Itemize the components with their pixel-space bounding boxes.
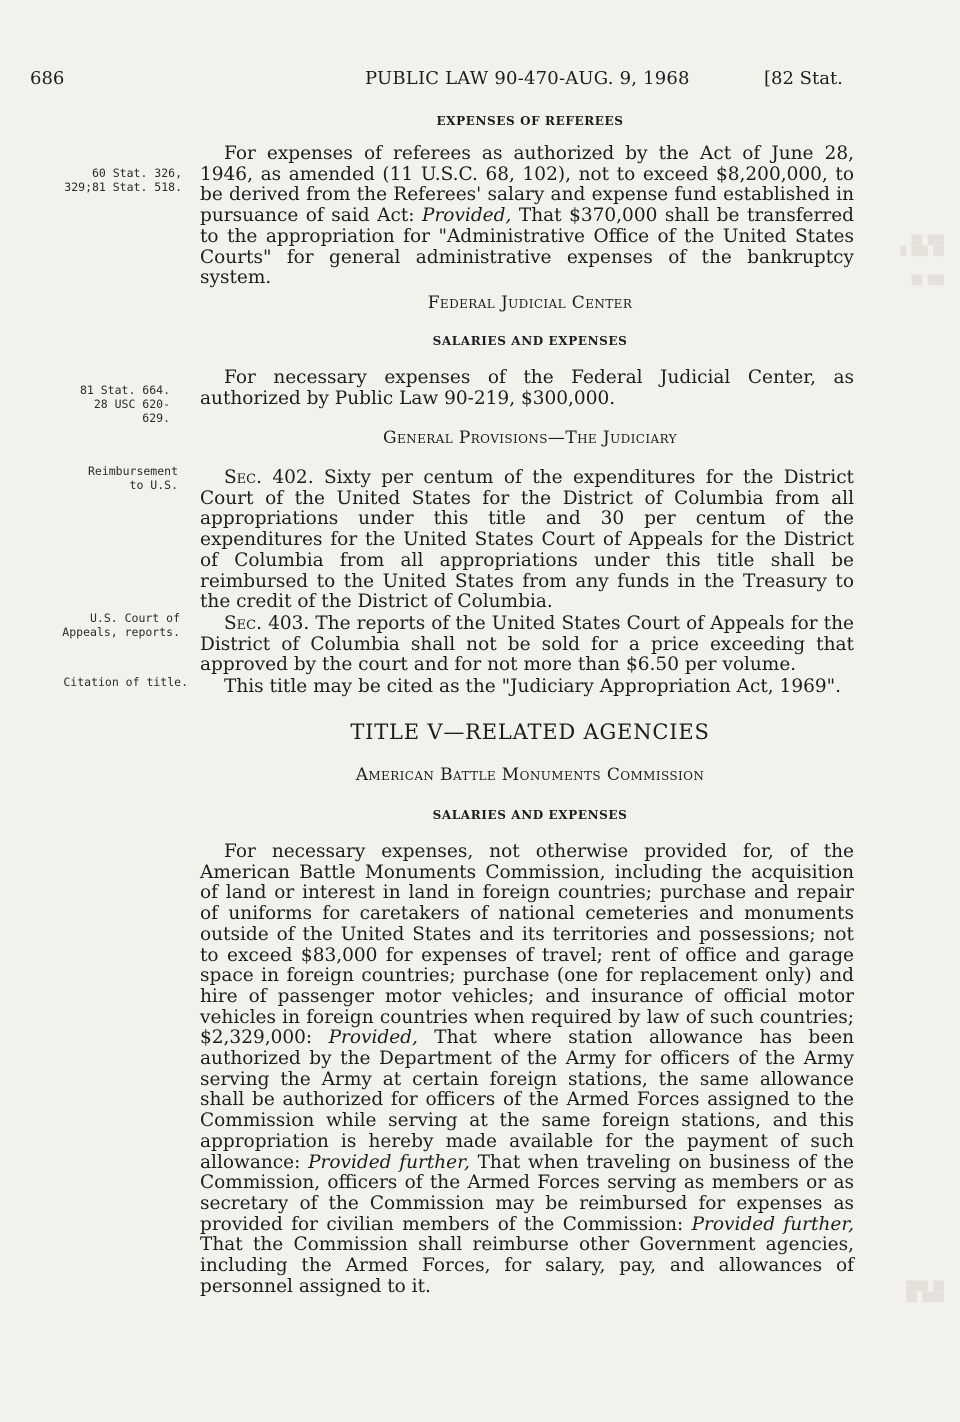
text-segment: That where station allowance has been authorized by the Department of the Army for officers of the Army serving the Army at certain foreign stations, the same allowance shall be authorized for officers of the Armed Forces assigned to the Commission while serving at the same foreign stations, and this appropriation is hereby made available for the payment of such allowance: (200, 1027, 854, 1173)
provided-clause: Provided, (422, 205, 512, 227)
margin-note-reimbursement: Reimbursement to U.S. (87, 464, 178, 492)
bleed-through-mark: ▒▒ ▒▒▒ ▒ ▒▒▒ ▒▒ (900, 236, 944, 257)
heading-expenses-of-referees: EXPENSES OF REFEREES (436, 114, 624, 128)
heading-general-provisions: General Provisions—The Judiciary (383, 428, 677, 448)
section-label: Sec. 402. (224, 467, 314, 488)
text-segment: That $370,000 shall be transferred to the appropriation for "Administrative Office of the United States Courts" for general administrative expenses of the bankruptcy system. (200, 205, 854, 289)
running-head: PUBLIC LAW 90-470-AUG. 9, 1968 (365, 68, 690, 89)
paragraph-federal-judicial-center: For necessary expenses of the Federal Judicial Center, as authorized by Public Law 90-219, $300,000. (200, 367, 854, 409)
text-segment: For necessary expenses, not otherwise provided for, of the American Battle Monuments Commission, including the acquisition of land or interest in land in foreign countries; purchase and repair of uniforms for caretakers of national cemeteries and monuments outside of the United States and its territories and possessions; not to exceed $83,000 for expenses of travel; rent of office and garage space in foreign countries; purchase (one for replacement only) and hire of passenger motor vehicles; and insurance of official motor vehicles in foreign countries when required by law of such countries; $2,329,000: (200, 841, 854, 1049)
subheading-salaries-and-expenses: SALARIES AND EXPENSES (432, 334, 628, 348)
section-label: Sec. 403. (224, 613, 310, 634)
bleed-through-mark: ▒▒ ▒▒▒ (911, 276, 944, 286)
volume-citation: [82 Stat. (764, 68, 843, 89)
provided-clause: Provided, (328, 1027, 418, 1049)
margin-note-81-stat: 81 Stat. 664. 28 USC 620- 629. (79, 383, 170, 425)
text-segment: That when traveling on business of the Commission, officers of the Armed Forces serving as members or as secretary of the Commission may be reimbursed for expenses as provided for civilian members of the Commission: (200, 1151, 854, 1235)
paragraph-citation: This title may be cited as the "Judiciary Appropriation Act, 1969". (224, 676, 842, 697)
bleed-through-mark: ▒▒▒▒ ▒▒ ▒▒ ▒▒▒▒ (906, 1282, 944, 1303)
margin-note-court-of-appeals: U.S. Court of Appeals, reports. (62, 611, 180, 639)
provided-further-clause: Provided further, (308, 1151, 470, 1173)
page-number: 686 (30, 68, 65, 89)
provided-further-clause: Provided further, (691, 1213, 855, 1235)
heading-federal-judicial-center: Federal Judicial Center (427, 293, 633, 313)
text-segment: That the Commission shall reimburse other Government agencies, including the Armed Forces, for salary, pay, and allowances of personnel assigned to it. (200, 1234, 854, 1297)
paragraph-sec-402 (200, 468, 854, 613)
text-segment: For expenses of referees as authorized by the Act of June 28, 1946, as amended (11 U.S.C. 68, 102), not to exceed $8,200,000, to be derived from the Referees' salary and expense fund established in pursuance of said Act: (200, 143, 854, 227)
subheading-salaries-and-expenses: SALARIES AND EXPENSES (432, 808, 628, 822)
text-segment: Sixty per centum of the expenditures for the District Court of the United States for the District of Columbia from all appropriations under this title and 30 per centum of the expenditures for the United States Court of Appeals for the District of Columbia from all appropriations under this title shall be reimbursed to the United States from any funds in the Treasury to the credit of the District of Columbia. (200, 467, 854, 613)
text-segment: The reports of the United States Court of Appeals for the District of Columbia shall not be sold for a price exceeding that approved by the court and for not more than $6.50 per volume. (200, 613, 854, 676)
paragraph-expenses-of-referees (200, 144, 854, 289)
margin-note-citation: Citation of title. (63, 675, 188, 689)
page-header (0, 68, 960, 92)
paragraph-abmc-salaries (200, 842, 854, 1297)
heading-title-v: TITLE V—RELATED AGENCIES (350, 720, 710, 744)
paragraph-sec-403 (200, 614, 854, 676)
heading-american-battle-monuments-commission: American Battle Monuments Commission (355, 765, 705, 785)
margin-note-60-stat: 60 Stat. 326, 329;81 Stat. 518. (64, 166, 182, 194)
